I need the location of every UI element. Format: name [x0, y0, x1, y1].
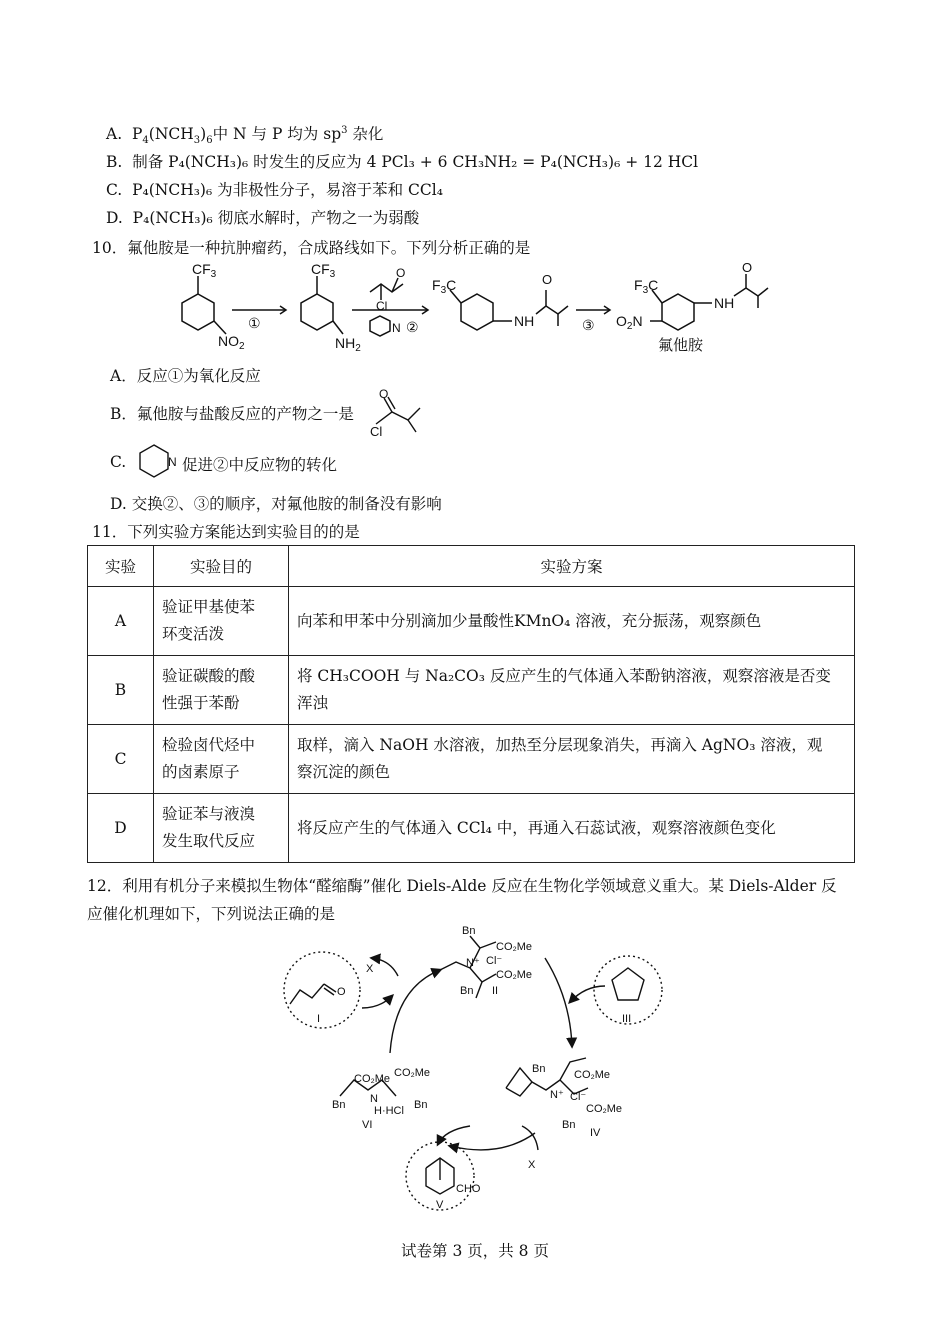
label-ii: II	[492, 985, 499, 997]
q10-option-a: A．反应①为氧化反应	[110, 367, 261, 385]
q10-nh2: $NH_2$	[335, 335, 361, 354]
q10-option-b-structure	[370, 386, 430, 440]
table-header-row	[88, 546, 855, 587]
q10-option-c-text: 促进②中反应物的转化	[182, 456, 338, 474]
row-plan: 取样，滴入 NaOH 水溶液，加热至分层现象消失，再滴入 AgNO₃ 溶液，观 察沉淀的颜色	[289, 725, 855, 794]
ii-bn-2: Bn	[460, 985, 474, 997]
q11-stem: 11．下列实验方案能达到实验目的的是	[92, 523, 360, 541]
q10-option-d: D. 交换②、③的顺序，对氟他胺的制备没有影响	[110, 495, 442, 513]
iv-bn-1: Bn	[532, 1063, 546, 1075]
iv-n-plus: N⁺	[550, 1089, 564, 1101]
iv-co2me-1: CO₂Me	[574, 1069, 611, 1081]
table-row	[88, 587, 855, 656]
q10-no2: $NO_2$	[218, 333, 245, 352]
q10-amide-o-1: O	[542, 272, 553, 287]
q10-step-3: ③	[582, 317, 595, 333]
ii-co2me-1: CO₂Me	[496, 941, 533, 953]
label-iii: III	[622, 1013, 632, 1025]
q10-o2n: $O_2N$	[616, 313, 643, 332]
v-cho: CHO	[456, 1183, 481, 1195]
iv-bn-2: Bn	[562, 1119, 576, 1131]
q10-f3c-2: $F_3C$	[634, 277, 659, 296]
q12-stem-line1: 12．利用有机分子来模拟生物体“醛缩酶”催化 Diels-Alde 反应在生物化学领域意义重大。某 Diels-Alder 反	[87, 877, 837, 895]
table-row	[88, 794, 855, 863]
x-label-top: X	[366, 963, 374, 975]
row-label: B	[88, 656, 154, 725]
q9-option-a: A. $P_4(NCH_3)_6$中 N 与 P 均为 $sp^3$ 杂化	[106, 124, 384, 147]
q10-product-name: 氟他胺	[658, 337, 704, 354]
row-label: D	[88, 794, 154, 863]
q10-amide-o-2: O	[742, 262, 753, 275]
experiment-table	[87, 545, 855, 863]
table-row	[88, 656, 855, 725]
table-header-experiment: 实验	[88, 546, 154, 587]
q9-option-c: C. P₄(NCH₃)₆ 为非极性分子，易溶于苯和 CCl₄	[106, 181, 443, 199]
page-footer: 试卷第 3 页，共 8 页	[401, 1242, 549, 1260]
q10-step-2: ②	[406, 319, 419, 335]
vi-n: N	[370, 1093, 378, 1105]
q10-option-c-letter: C.	[110, 453, 127, 471]
vi-nh-hcl: H·HCl	[374, 1105, 404, 1117]
vi-bn-1: Bn	[332, 1099, 346, 1111]
label-iv: IV	[590, 1127, 601, 1139]
label-i: I	[317, 1013, 321, 1025]
q10-option-c-n: N	[168, 455, 177, 469]
ii-bn-1: Bn	[462, 925, 476, 937]
q10-acyl-o: O	[396, 266, 406, 280]
q10-option-b-cl: Cl	[370, 424, 383, 439]
row-purpose: 验证苯与液溴 发生取代反应	[154, 794, 289, 863]
row-label: A	[88, 587, 154, 656]
row-plan: 将反应产生的气体通入 CCl₄ 中，再通入石蕊试液，观察溶液颜色变化	[289, 794, 855, 863]
label-v: V	[436, 1199, 444, 1211]
q10-option-b-o: O	[379, 387, 389, 401]
q12-stem-line2: 应催化机理如下，下列说法正确的是	[87, 905, 336, 923]
i-o: O	[337, 986, 346, 998]
row-plan: 向苯和甲苯中分别滴加少量酸性KMnO₄ 溶液，充分振荡，观察颜色	[289, 587, 855, 656]
catalytic-cycle-diagram	[270, 918, 690, 1228]
row-purpose: 验证碳酸的酸 性强于苯酚	[154, 656, 289, 725]
q10-acyl-cl: Cl	[376, 299, 388, 313]
ii-co2me-2: CO₂Me	[496, 969, 533, 981]
q10-cf3-2: $CF_3$	[311, 262, 336, 280]
q10-pyridine-n: N	[392, 321, 401, 335]
q10-cf3-1: $CF_3$	[192, 262, 217, 280]
table-header-purpose: 实验目的	[154, 546, 289, 587]
q10-nh-1: NH	[514, 313, 535, 329]
ii-cl: Cl⁻	[486, 955, 503, 967]
ii-n-plus: N⁺	[466, 957, 480, 969]
pyridine-icon	[134, 442, 180, 480]
row-purpose: 检验卤代烃中 的卤素原子	[154, 725, 289, 794]
q10-f3c-1: $F_3C$	[432, 277, 457, 296]
table-row	[88, 725, 855, 794]
row-purpose: 验证甲基使苯 环变活泼	[154, 587, 289, 656]
vi-co2me-1: CO₂Me	[354, 1073, 391, 1085]
q10-synthesis-scheme	[150, 262, 800, 362]
table-header-plan: 实验方案	[289, 546, 855, 587]
q10-option-b: B．氟他胺与盐酸反应的产物之一是	[110, 405, 354, 423]
x-label-bottom: X	[528, 1159, 536, 1171]
row-label: C	[88, 725, 154, 794]
q10-step-1: ①	[248, 315, 261, 331]
vi-co2me-2: CO₂Me	[394, 1067, 431, 1079]
iv-cl: Cl⁻	[570, 1091, 587, 1103]
vi-bn-2: Bn	[414, 1099, 428, 1111]
row-plan: 将 CH₃COOH 与 Na₂CO₃ 反应产生的气体通入苯酚钠溶液，观察溶液是否变 浑浊	[289, 656, 855, 725]
q10-stem: 10．氟他胺是一种抗肿瘤药，合成路线如下。下列分析正确的是	[92, 239, 531, 257]
label-vi: VI	[362, 1119, 373, 1131]
q10-nh-2: NH	[714, 295, 735, 311]
q9-option-d: D. P₄(NCH₃)₆ 彻底水解时，产物之一为弱酸	[106, 209, 420, 227]
iv-co2me-2: CO₂Me	[586, 1103, 623, 1115]
q9-option-b: B. 制备 P₄(NCH₃)₆ 时发生的反应为 4 PCl₃ + 6 CH₃NH₂ = P₄(NCH₃)₆ + 12 HCl	[106, 153, 699, 171]
